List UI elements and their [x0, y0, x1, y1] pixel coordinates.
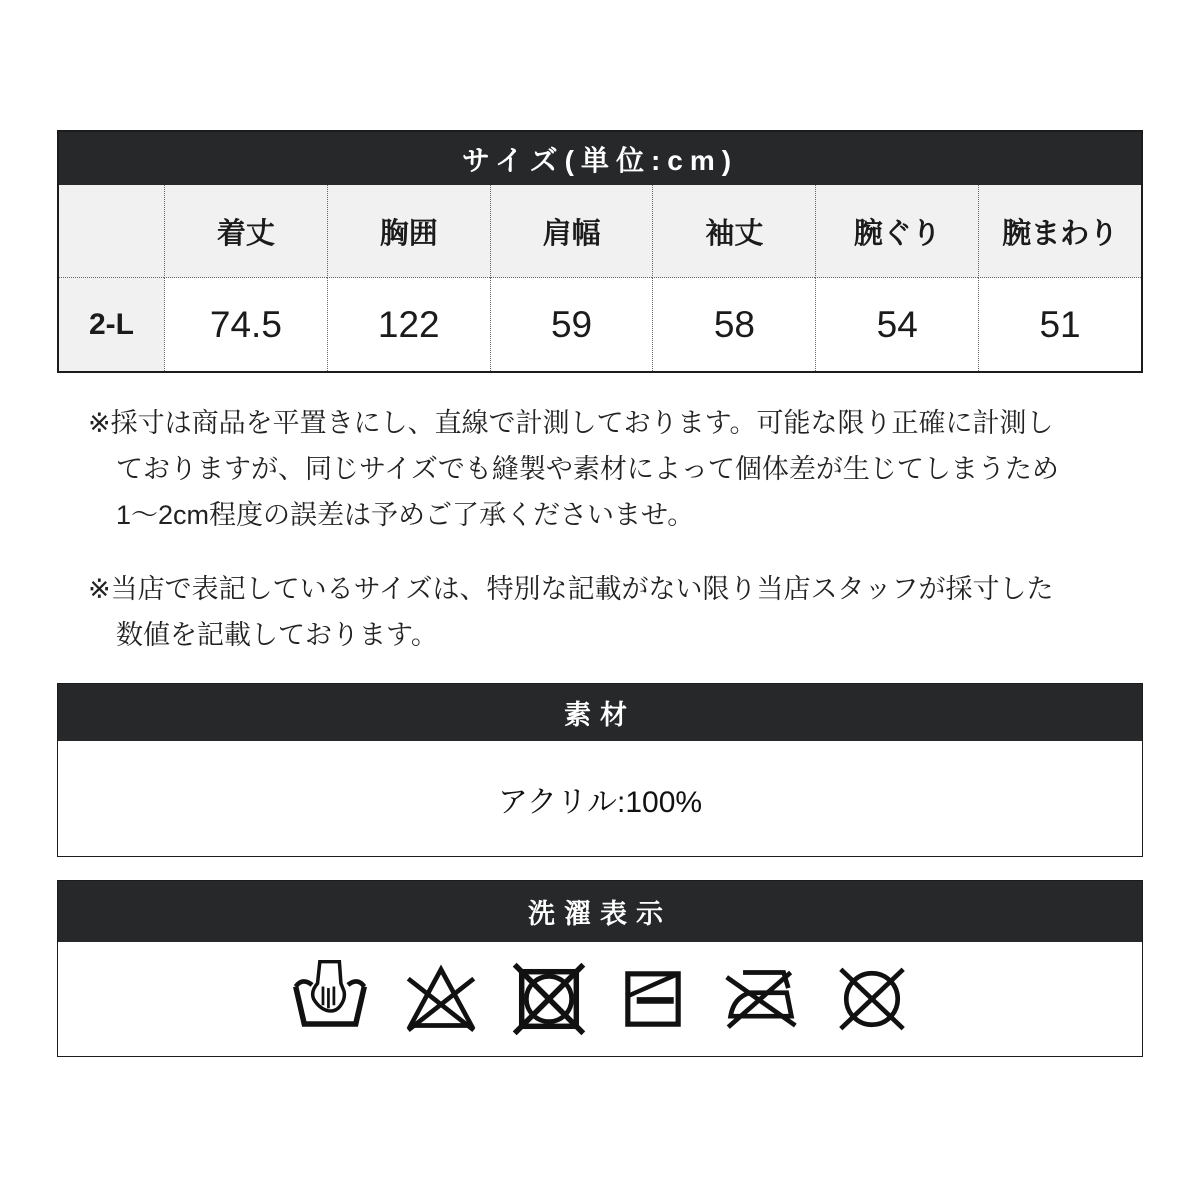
do-not-bleach-icon: [400, 960, 482, 1038]
size-value: 51: [978, 278, 1141, 371]
size-value: 58: [652, 278, 815, 371]
size-value: 122: [327, 278, 490, 371]
size-table-grid: [59, 185, 1141, 371]
size-row-label: 2-L: [59, 278, 164, 371]
size-value: 59: [490, 278, 653, 371]
do-not-iron-icon: [718, 960, 804, 1038]
laundry-title: 洗濯表示: [58, 881, 1142, 942]
note-line: ※当店で表記しているサイズは、特別な記載がない限り当店スタッフが採寸した: [88, 574, 1054, 604]
size-value: 74.5: [164, 278, 327, 371]
column-header: 着丈: [164, 185, 327, 278]
column-header: 腕ぐり: [815, 185, 978, 278]
do-not-tumble-dry-icon: [510, 960, 588, 1038]
size-table: [57, 130, 1143, 373]
hand-wash-icon: [288, 960, 372, 1038]
staff-measurement-note: [88, 566, 1066, 658]
column-header: 腕まわり: [978, 185, 1141, 278]
material-title: 素材: [58, 684, 1142, 741]
material-value: アクリル:100%: [497, 785, 703, 819]
note-line: ※採寸は商品を平置きにし、直線で計測しております。可能な限り正確に計測し: [88, 408, 1054, 438]
column-header: 肩幅: [490, 185, 653, 278]
size-table-corner-cell: [59, 185, 164, 278]
note-line: ておりますが、同じサイズでも縫製や素材によって個体差が生じてしまうため: [116, 454, 1059, 484]
size-value: 54: [815, 278, 978, 371]
column-header: 袖丈: [652, 185, 815, 278]
note-line: 数値を記載しております。: [116, 620, 438, 650]
flat-dry-in-shade-icon: [616, 960, 690, 1038]
laundry-section: [57, 880, 1143, 1057]
column-header: 胸囲: [327, 185, 490, 278]
laundry-symbols: [58, 942, 1142, 1055]
size-table-title: サイズ(単位:cm): [59, 132, 1141, 185]
measurement-note: [88, 400, 1066, 538]
note-line: 1〜2cm程度の誤差は予めご了承くださいませ。: [116, 500, 695, 530]
material-section: [57, 683, 1143, 857]
do-not-dry-clean-icon: [832, 960, 912, 1038]
